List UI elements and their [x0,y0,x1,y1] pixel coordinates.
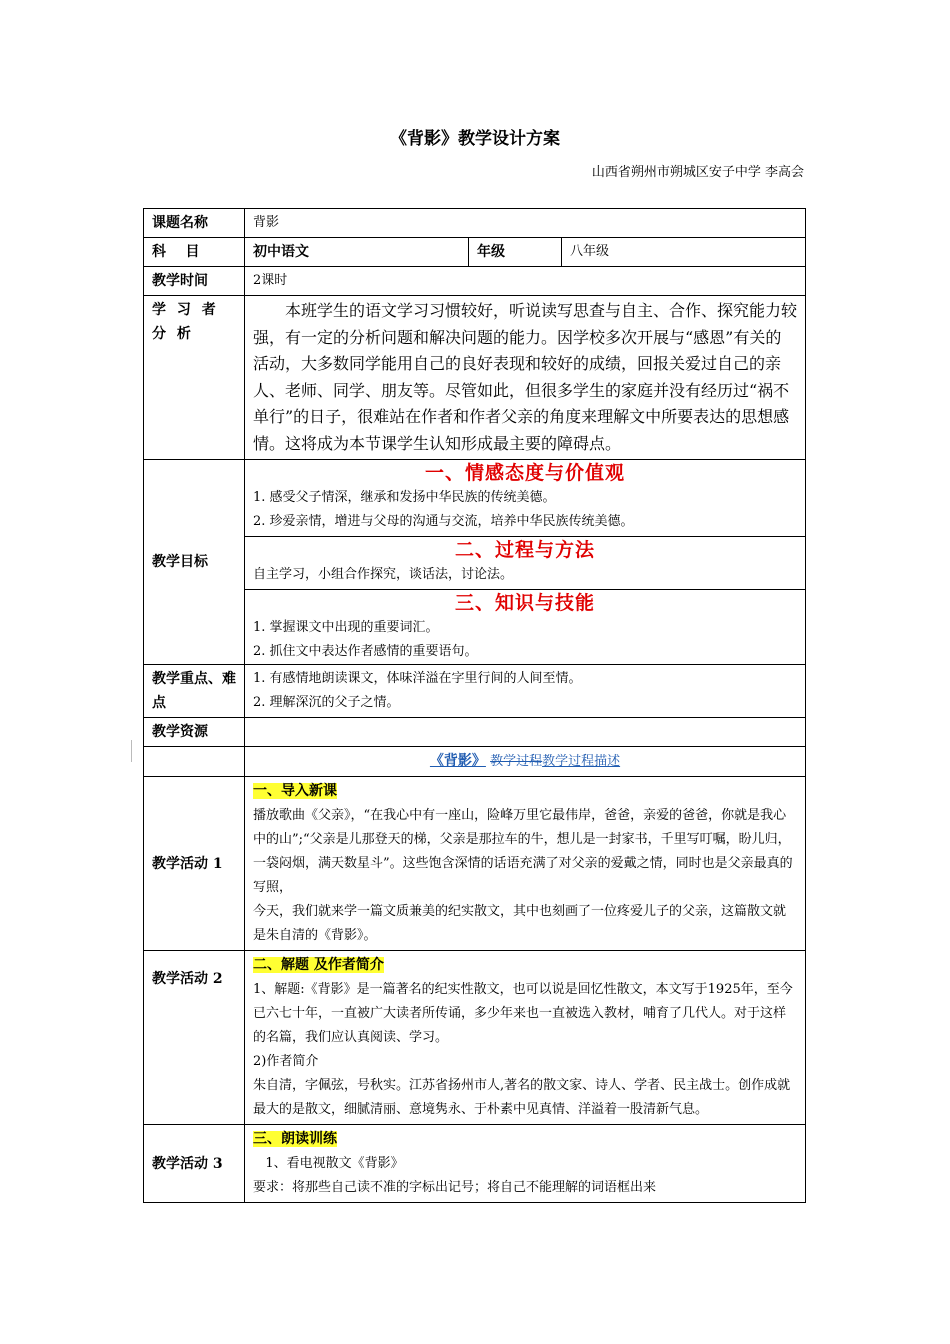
time-value: 2课时 [245,267,806,296]
goal3-block [245,589,805,664]
goal3-item: 2. 抓住文中表达作者感情的重要语句。 [253,644,478,659]
activity-1-label: 教学活动 1 [144,777,245,951]
key-points-cell [245,665,806,718]
activity-1-cell [245,777,806,951]
activity-3-para: 要求：将那些自己读不准的字标出记号；将自己不能理解的词语框出来 [253,1180,657,1195]
row-time [144,267,806,296]
goal2-text: 自主学习，小组合作探究，谈话法，讨论法。 [253,567,514,582]
process-title-desc: 教学过程描述 [542,754,621,769]
goals-label: 教学目标 [144,460,245,665]
time-label: 教学时间 [144,267,245,296]
row-resources [144,718,806,747]
row-process-title [144,747,806,777]
subject-value: 初中语文 [245,238,469,267]
goal1-item: 1. 感受父子情深，继承和发扬中华民族的传统美德。 [253,490,556,505]
activity-1-para: 今天，我们就来学一篇文质兼美的纪实散文，其中也刻画了一位疼爱儿子的父亲，这篇散文就是朱自清的《背影》。 [253,904,787,943]
resources-value [245,718,806,747]
process-title-blank [144,747,245,777]
row-goals [144,460,806,665]
goal1-item: 2. 珍爱亲情，增进与父母的沟通与交流，培养中华民族传统美德。 [253,514,634,529]
lesson-plan-table [143,208,806,1203]
goal3-item: 1. 掌握课文中出现的重要词汇。 [253,620,439,635]
row-learner [144,296,806,460]
key-point-item: 2. 理解深沉的父子之情。 [253,695,400,710]
goals-cell [245,460,806,665]
row-topic [144,209,806,238]
activity-2-label: 教学活动 2 [144,951,245,1125]
key-point-item: 1. 有感情地朗读课文，体味洋溢在字里行间的人间至情。 [253,671,582,686]
subject-label: 科 目 [144,238,245,267]
activity-3-cell [245,1125,806,1203]
key-points-label: 教学重点、难点 [144,665,245,718]
margin-mark [131,740,132,762]
topic-label: 课题名称 [144,209,245,238]
activity-2-para: 朱自清，字佩弦，号秋实。江苏省扬州市人,著名的散文家、诗人、学者、民主战士。创作成就最大的是散文，细腻清丽、意境隽永、于朴素中见真情、洋溢着一股清新气息。 [253,1078,791,1117]
row-activity-2 [144,951,806,1125]
activity-1-heading: 一、导入新课 [253,783,337,799]
goal3-heading: 三、知识与技能 [455,592,596,614]
goal2-block [245,536,805,587]
learner-analysis-text: 本班学生的语文学习习惯较好，听说读写思查与自主、合作、探究能力较强，有一定的分析问题和解决问题的能力。因学校多次开展与“感恩”有关的活动，大多数同学能用自己的良好表现和较好的成绩，回报关爱过自己的亲人、老师、同学、朋友等。尽管如此，但很多学生的家庭并没有经历过“祸不单行”的日子，很难站在作者和作者父亲的角度来理解文中所要表达的思想感情。这将成为本节课学生认知形成最主要的障碍点。 [245,296,806,460]
activity-2-cell [245,951,806,1125]
activity-3-heading: 三、朗读训练 [253,1131,337,1147]
row-subject [144,238,806,267]
activity-2-para: 2)作者简介 [253,1054,319,1069]
resources-label: 教学资源 [144,718,245,747]
goal2-heading: 二、过程与方法 [455,539,596,561]
process-title-struck: 教学过程 [490,754,543,769]
author-line: 山西省朔州市朔城区安子中学 李高会 [591,165,804,180]
document-title: 《背影》教学设计方案 [390,129,560,149]
topic-value: 背影 [245,209,806,238]
activity-3-label: 教学活动 3 [144,1125,245,1203]
process-title-cell [245,747,806,777]
learner-label: 学 习 者 分 析 [144,296,245,460]
activity-1-para: 播放歌曲《父亲》，“在我心中有一座山，险峰万里它最伟岸，爸爸，亲爱的爸爸，你就是我心中的山”;“父亲是儿那登天的梯，父亲是那拉车的牛，想儿是一封家书，千里写叮嘱，盼儿归，一袋闷烟，满天数星斗”。这些饱含深情的话语充满了对父亲的爱戴之情，同时也是父亲最真的写照， [253,808,793,895]
activity-2-heading: 二、解题 及作者简介 [253,957,384,973]
process-title-book: 《背影》 [429,753,486,769]
activity-3-para: 1、看电视散文《背影》 [253,1156,404,1171]
activity-2-para: 1、解题:《背影》是一篇著名的纪实性散文，也可以说是回忆性散文，本文写于1925年，至今已六七十年，一直被广大读者所传诵，多少年来也一直被选入教材，哺育了几代人。对于这样的名篇，我们应认真阅读、学习。 [253,982,793,1045]
row-activity-3 [144,1125,806,1203]
row-key-points [144,665,806,718]
grade-value: 八年级 [562,238,806,267]
goal1-heading: 一、情感态度与价值观 [425,462,626,484]
grade-label: 年级 [469,238,562,267]
row-activity-1 [144,777,806,951]
